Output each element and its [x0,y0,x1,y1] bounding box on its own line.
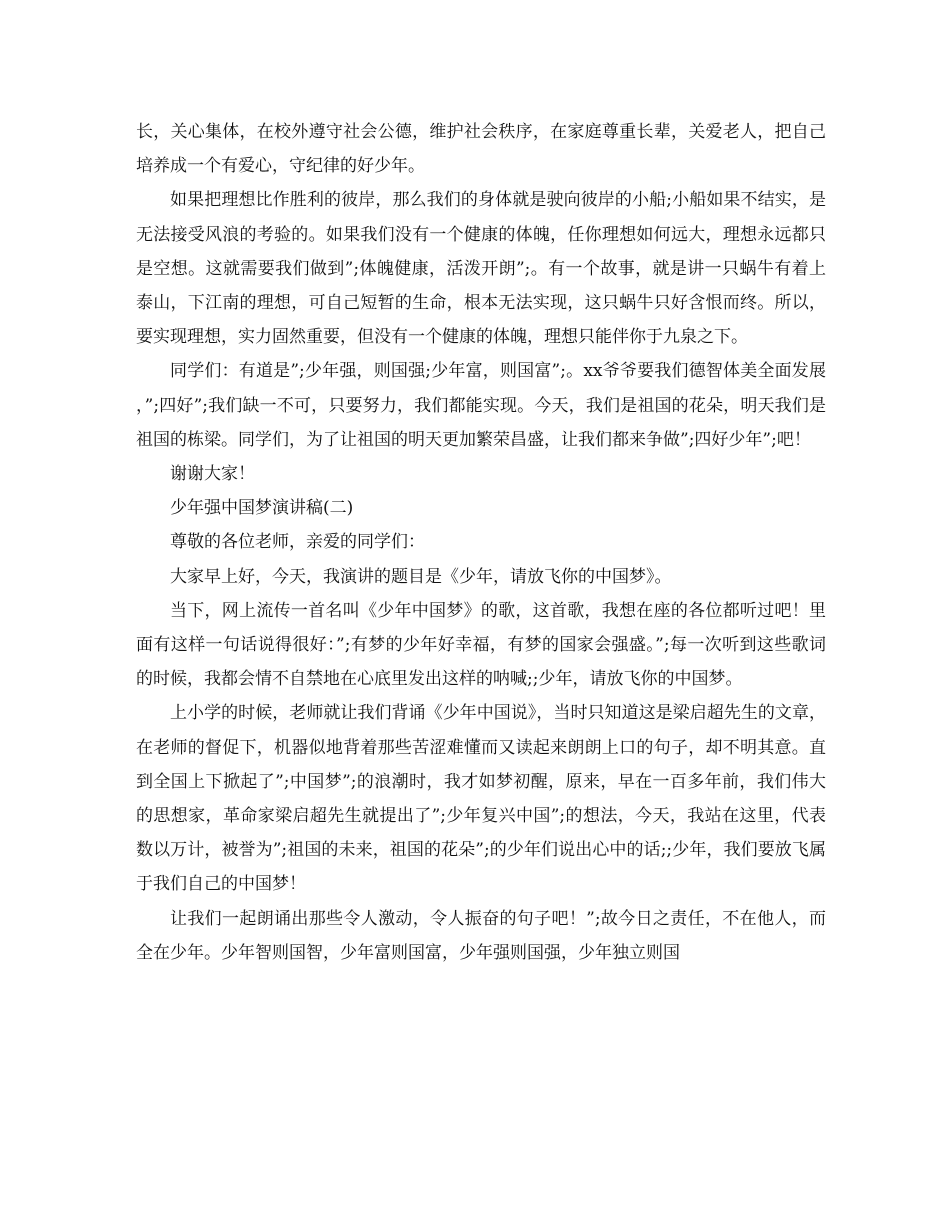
paragraph-song: 当下，网上流传一首名叫《少年中国梦》的歌，这首歌，我想在座的各位都听过吧！里面有这样一句话说得很好：”;有梦的少年好幸福，有梦的国家会强盛。”;每一次听到这些歌词的时候，我都会情不自禁地在心底里发出这样的呐喊;;少年，请放飞你的中国梦。 [136,600,826,690]
paragraph-thanks: 谢谢大家！ [170,464,255,485]
paragraph-four-goods: 同学们：有道是”;少年强，则国强;少年富，则国富”;。xx爷爷要我们德智体美全面发展，”;四好”;我们缺一不可，只要努力，我们都能实现。今天，我们是祖国的花朵，明天我们是祖国的栋梁。同学们，为了让祖国的明天更加繁荣昌盛，让我们都来争做”;四好少年”;吧！ [136,361,826,450]
section-title: 少年强中国梦演讲稿(二) [170,498,354,519]
paragraph-continuation: 长，关心集体，在校外遵守社会公德，维护社会秩序，在家庭尊重长辈，关爱老人，把自己培养成一个有爱心，守纪律的好少年。 [136,122,826,177]
paragraph-topic: 大家早上好，今天，我演讲的题目是《少年，请放飞你的中国梦》。 [170,566,672,587]
paragraph-healthy-body: 如果把理想比作胜利的彼岸，那么我们的身体就是驶向彼岸的小船;小船如果不结实，是无法接受风浪的考验的。如果我们没有一个健康的体魄，任你理想如何远大，理想永远都只是空想。这就需要我们做到”;体魄健康，活泼开朗”;。有一个故事，就是讲一只蜗牛有着上泰山，下江南的理想，可自己短暂的生命，根本无法实现，这只蜗牛只好含恨而终。所以，要实现理想，实力固然重要，但没有一个健康的体魄，理想只能伴你于九泉之下。 [136,190,826,348]
paragraph-recitation: 让我们一起朗诵出那些令人激动，令人振奋的句子吧！”;故今日之责任，不在他人，而全在少年。少年智则国智，少年富则国富，少年强则国强，少年独立则国 [136,908,826,963]
paragraph-salutation: 尊敬的各位老师，亲爱的同学们： [170,532,425,553]
paragraph-liang-qichao: 上小学的时候，老师就让我们背诵《少年中国说》，当时只知道这是梁启超先生的文章，在老师的督促下，机器似地背着那些苦涩难懂而又读起来朗朗上口的句子，却不明其意。直到全国上下掀起了”;中国梦”;的浪潮时，我才如梦初醒，原来，早在一百多年前，我们伟大的思想家，革命家梁启超先生就提出了”;少年复兴中国”;的想法，今天，我站在这里，代表数以万计，被誉为”;祖国的未来，祖国的花朵”;的少年们说出心中的话;;少年，我们要放飞属于我们自己的中国梦！ [136,703,826,895]
document-body [136,115,826,970]
